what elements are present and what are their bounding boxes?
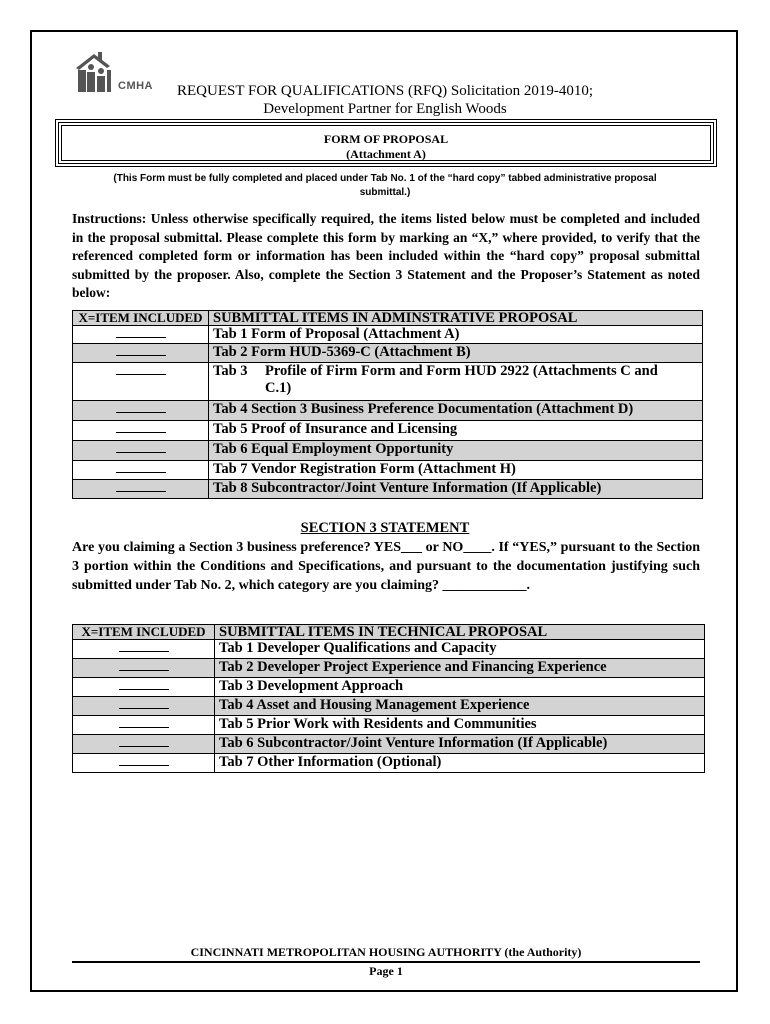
table-row (73, 640, 705, 659)
header-submittal-items: SUBMITTAL ITEMS IN ADMINSTRATIVE PROPOSAL (209, 311, 703, 326)
item-label: Tab 4 Section 3 Business Preference Documentation (Attachment D) (209, 401, 703, 421)
logo-text: CMHA (118, 80, 153, 92)
note-line-1: (This Form must be fully completed and placed under Tab No. 1 of the “hard copy” tabbed administrative proposal (113, 173, 657, 184)
checkmark-field[interactable] (116, 441, 166, 453)
item-label: Tab 4 Asset and Housing Management Experience (215, 697, 705, 716)
checkmark-field[interactable] (119, 735, 169, 747)
table-row (73, 441, 703, 461)
item-label-continued: C.1) (265, 380, 292, 396)
item-label: Tab 6 Equal Employment Opportunity (209, 441, 703, 461)
document-title (160, 82, 610, 118)
section-3-statement: Are you claiming a Section 3 business preference? YES___ or NO____. If “YES,” pursuant to the Section 3 portion within the Conditions and Specifications, and pursuant to the documentation justifying such submitted under Tab No. 2, which category are you claiming? ____________. (72, 540, 700, 593)
item-label: Tab 1 Form of Proposal (Attachment A) (209, 326, 703, 344)
table-row (73, 697, 705, 716)
header-item-included: X=ITEM INCLUDED (73, 311, 209, 326)
form-box-subtitle: (Attachment A) (346, 147, 426, 161)
note-line-2: submittal.) (359, 187, 411, 198)
item-label: Tab 7 Other Information (Optional) (215, 754, 705, 773)
footer-divider (72, 961, 700, 963)
checkmark-field[interactable] (116, 401, 166, 413)
table-row (73, 401, 703, 421)
table-row (73, 480, 703, 499)
checkmark-field[interactable] (119, 640, 169, 652)
checkmark-field[interactable] (119, 659, 169, 671)
checkmark-field[interactable] (119, 716, 169, 728)
table-row (73, 344, 703, 363)
item-label: Profile of Firm Form and Form HUD 2922 (Attachments C and (265, 363, 658, 379)
table-row (73, 659, 705, 678)
checkmark-field[interactable] (116, 326, 166, 338)
checkmark-field[interactable] (116, 363, 166, 375)
checkmark-field[interactable] (119, 697, 169, 709)
table-header-row (73, 311, 703, 326)
form-of-proposal-box (55, 119, 717, 167)
table-row (73, 678, 705, 697)
table-header-row (73, 625, 705, 640)
table-row (73, 735, 705, 754)
page-number: Page 1 (369, 964, 403, 978)
footer-organization: CINCINNATI METROPOLITAN HOUSING AUTHORITY (the Authority) (190, 945, 582, 959)
checkmark-field[interactable] (116, 344, 166, 356)
item-label: Tab 5 Proof of Insurance and Licensing (209, 421, 703, 441)
instructions-paragraph: Instructions: Unless otherwise specifically required, the items listed below must be completed and included in the proposal submittal. Please complete this form by marking an “X,” where provided, to verify that the referenced completed form or information has been included within the “hard copy” proposal submittal submitted by the proposer. Also, complete the Section 3 Statement and the Proposer’s Statement as noted below: (72, 211, 700, 300)
form-box-title: FORM OF PROPOSAL (323, 132, 449, 146)
table-row (73, 421, 703, 441)
item-label: Tab 6 Subcontractor/Joint Venture Information (If Applicable) (215, 735, 705, 754)
table-row (73, 461, 703, 480)
placement-note (70, 172, 700, 200)
table-row (73, 716, 705, 735)
item-label: Tab 8 Subcontractor/Joint Venture Information (If Applicable) (209, 480, 703, 499)
title-line-1: REQUEST FOR QUALIFICATIONS (RFQ) Solicitation 2019-4010; (177, 83, 593, 99)
checkmark-field[interactable] (119, 754, 169, 766)
item-tab: Tab 3 (213, 363, 248, 379)
checkmark-field[interactable] (116, 480, 166, 492)
item-label: Tab 2 Form HUD-5369-C (Attachment B) (209, 344, 703, 363)
section-3-title: SECTION 3 STATEMENT (300, 520, 470, 536)
item-label: Tab 3 Development Approach (215, 678, 705, 697)
header-submittal-items: SUBMITTAL ITEMS IN TECHNICAL PROPOSAL (215, 625, 705, 640)
title-line-2: Development Partner for English Woods (263, 101, 507, 117)
checkmark-field[interactable] (119, 678, 169, 690)
item-label: Tab 7 Vendor Registration Form (Attachment H) (209, 461, 703, 480)
table-row (73, 363, 703, 401)
table-row (73, 754, 705, 773)
checkmark-field[interactable] (116, 421, 166, 433)
header-item-included: X=ITEM INCLUDED (73, 625, 215, 640)
table-row (73, 326, 703, 344)
technical-items-table (72, 624, 705, 773)
administrative-items-table (72, 310, 703, 499)
checkmark-field[interactable] (116, 461, 166, 473)
item-label: Tab 5 Prior Work with Residents and Communities (215, 716, 705, 735)
item-label: Tab 2 Developer Project Experience and Financing Experience (215, 659, 705, 678)
item-label: Tab 1 Developer Qualifications and Capacity (215, 640, 705, 659)
